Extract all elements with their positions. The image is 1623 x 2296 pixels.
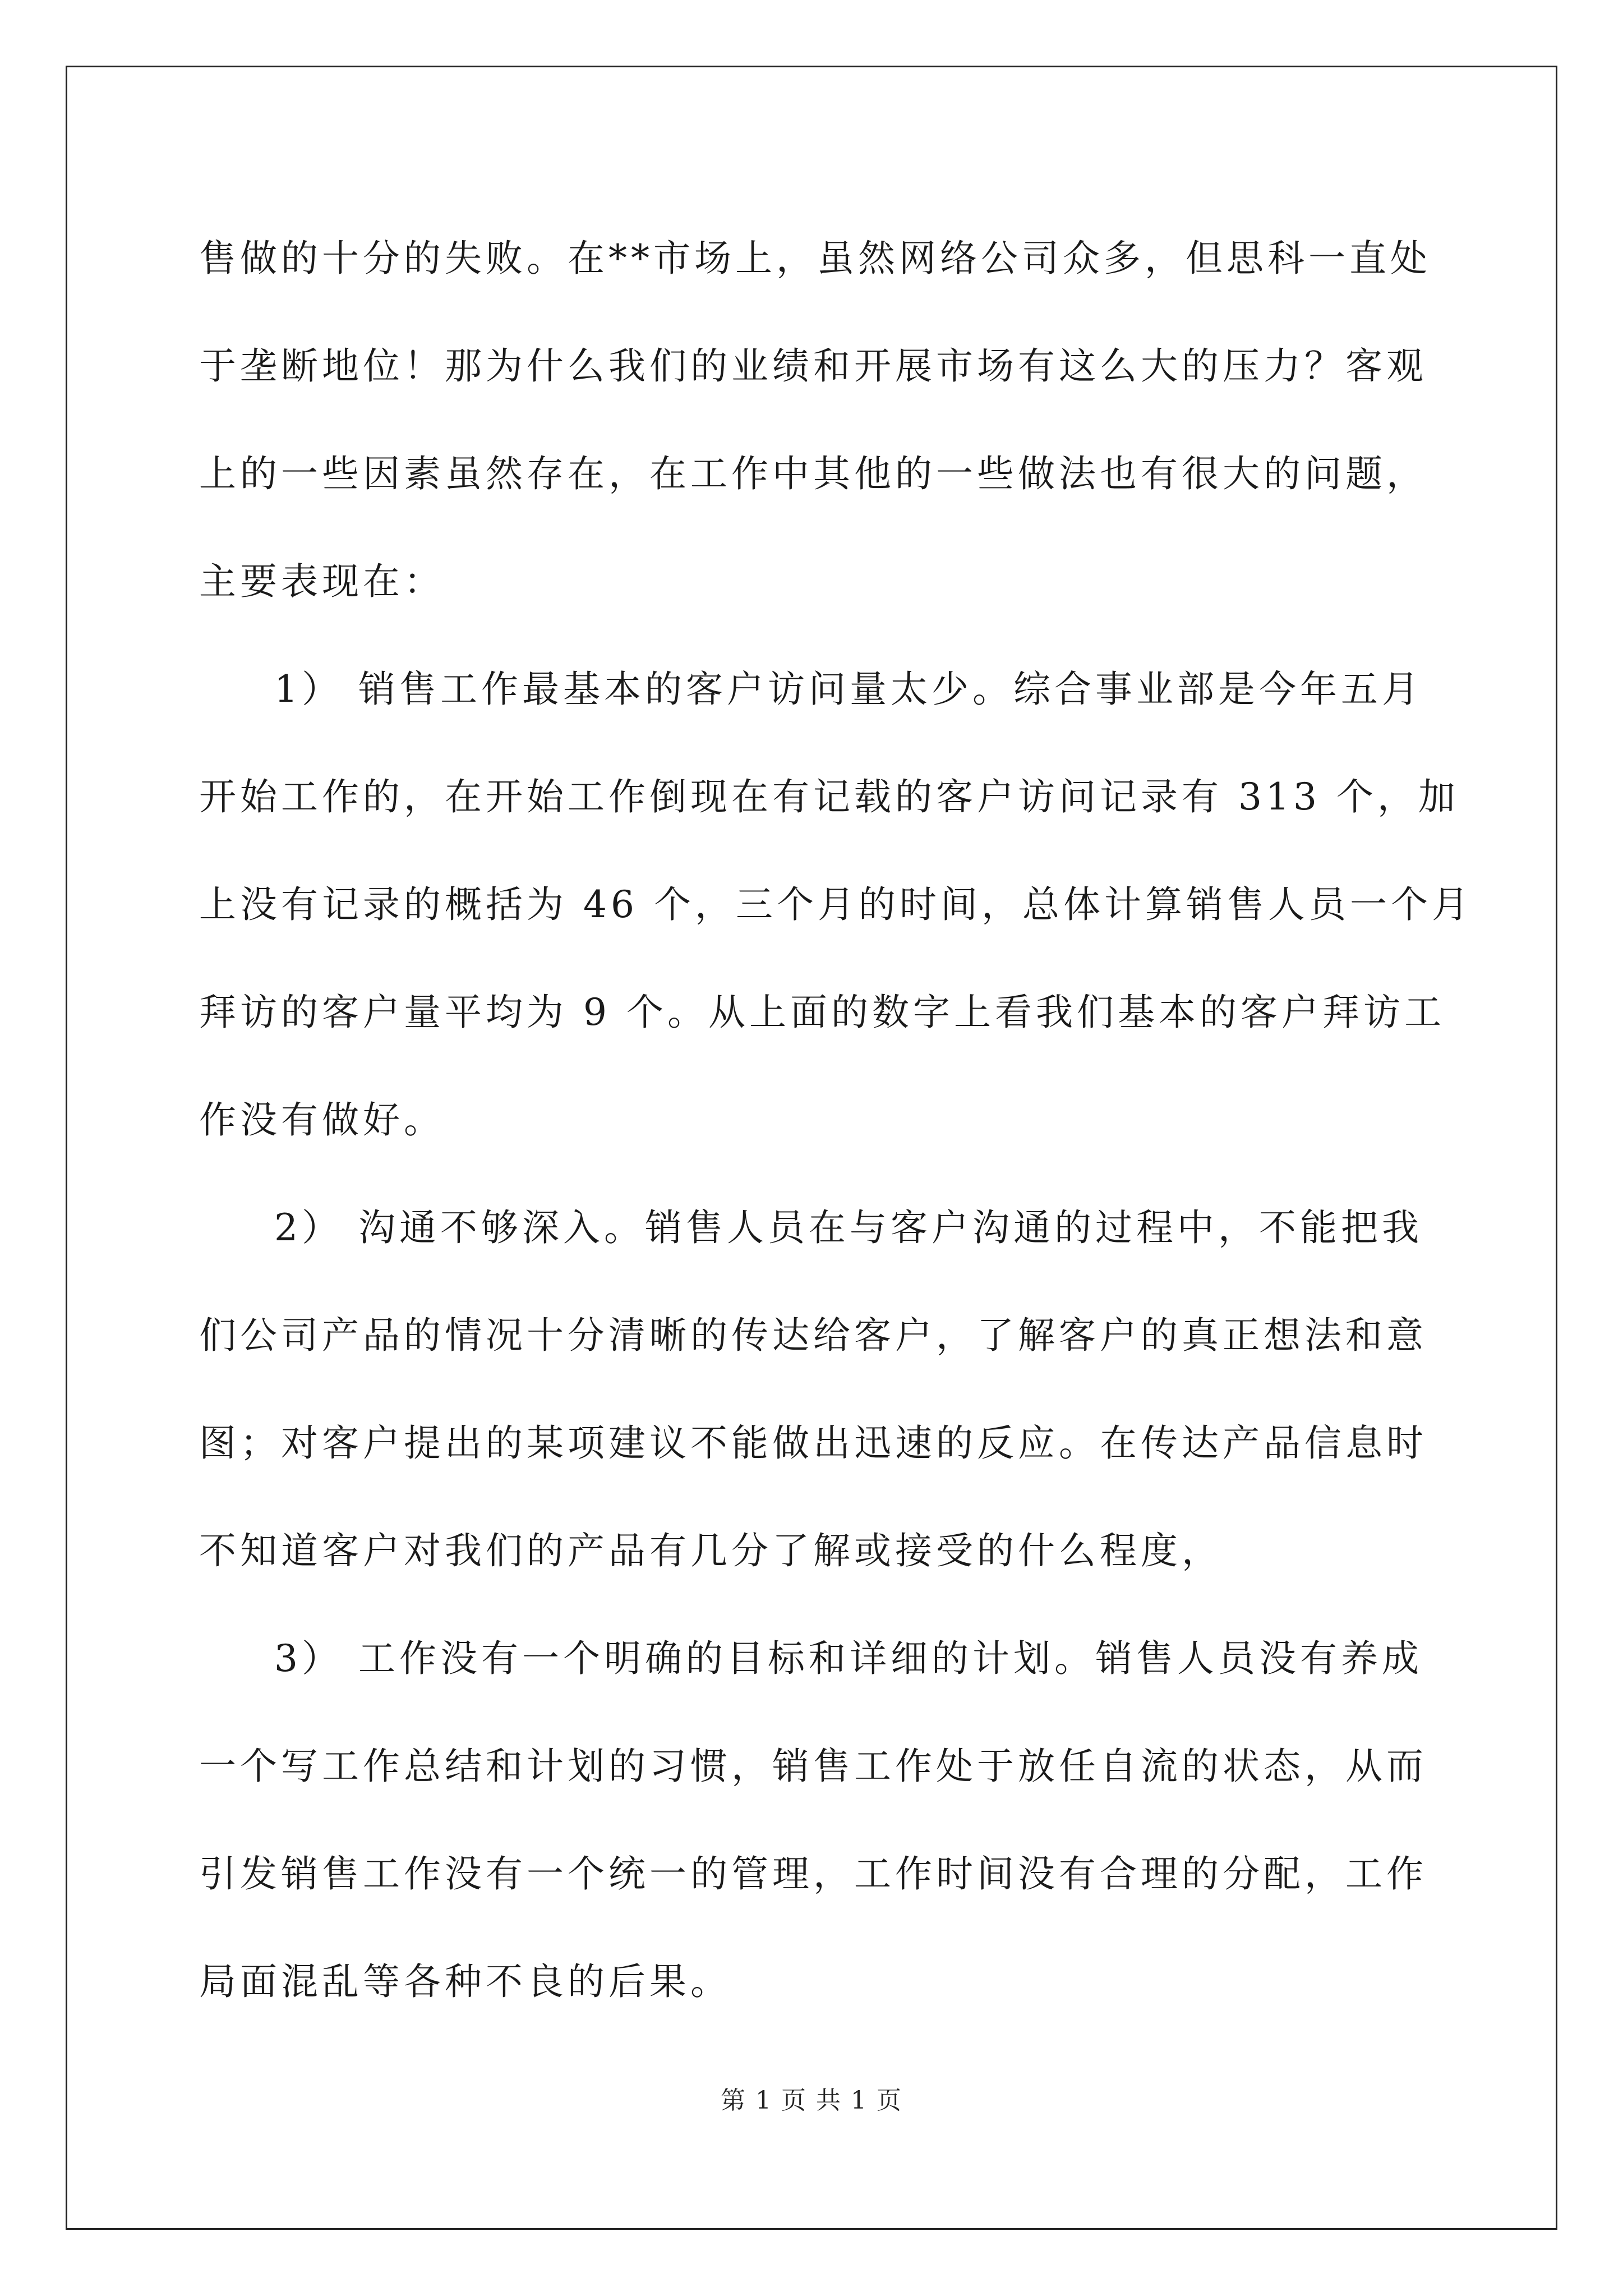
paragraph-4-line-3: 引发销售工作没有一个统一的管理，工作时间没有合理的分配，工作 [199,1852,1427,1895]
paragraph-1-line-3: 上的一些因素虽然存在，在工作中其他的一些做法也有很大的问题， [199,452,1427,495]
paragraph-1-line-1: 售做的十分的失败。在**市场上，虽然网络公司众多，但思科一直处 [199,237,1431,280]
paragraph-3-line-1: 2） 沟通不够深入。销售人员在与客户沟通的过程中，不能把我 [274,1206,1423,1249]
paragraph-2-line-1: 1） 销售工作最基本的客户访问量太少。综合事业部是今年五月 [274,668,1423,711]
paragraph-3-line-2: 们公司产品的情况十分清晰的传达给客户，了解客户的真正想法和意 [199,1314,1427,1357]
paragraph-2-line-2: 开始工作的，在开始工作倒现在有记载的客户访问记录有 313 个，加 [199,775,1459,818]
paragraph-1-line-4: 主要表现在： [199,560,445,603]
paragraph-4-line-1: 3） 工作没有一个明确的目标和详细的计划。销售人员没有养成 [274,1637,1423,1680]
paragraph-2-line-5: 作没有做好。 [199,1098,445,1142]
paragraph-2-line-3: 上没有记录的概括为 46 个，三个月的时间，总体计算销售人员一个月 [199,883,1473,926]
page-number-footer: 第 1 页 共 1 页 [721,2086,902,2115]
paragraph-1-line-2: 于垄断地位！那为什么我们的业绩和开展市场有这么大的压力？客观 [199,344,1427,388]
paragraph-3-line-4: 不知道客户对我们的产品有几分了解或接受的什么程度， [199,1529,1223,1572]
paragraph-3-line-3: 图；对客户提出的某项建议不能做出迅速的反应。在传达产品信息时 [199,1421,1427,1465]
paragraph-4-line-4: 局面混乱等各种不良的后果。 [199,1960,731,2003]
paragraph-4-line-2: 一个写工作总结和计划的习惯，销售工作处于放任自流的状态，从而 [199,1745,1427,1788]
document-body [199,205,1473,2036]
paragraph-2-line-4: 拜访的客户量平均为 9 个。从上面的数字上看我们基本的客户拜访工 [199,991,1445,1034]
